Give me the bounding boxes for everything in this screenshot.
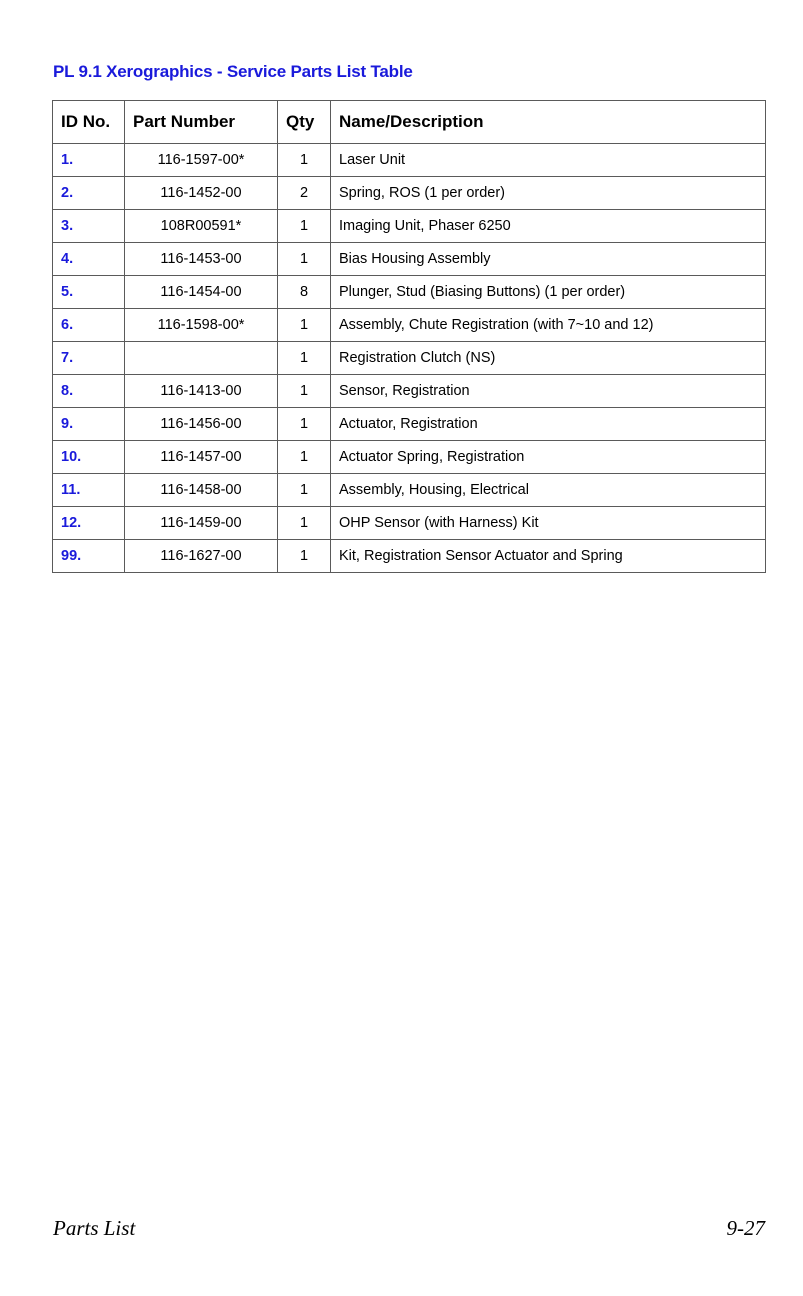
row-part-number: 116-1453-00	[125, 243, 278, 276]
table-row	[53, 540, 766, 573]
row-id: 6.	[53, 309, 125, 342]
row-id: 1.	[53, 144, 125, 177]
row-id: 5.	[53, 276, 125, 309]
row-qty: 8	[278, 276, 331, 309]
row-qty: 2	[278, 177, 331, 210]
row-id: 4.	[53, 243, 125, 276]
row-id: 10.	[53, 441, 125, 474]
row-part-number: 116-1598-00*	[125, 309, 278, 342]
row-part-number: 116-1456-00	[125, 408, 278, 441]
row-qty: 1	[278, 375, 331, 408]
header-id: ID No.	[53, 101, 125, 144]
row-description: Plunger, Stud (Biasing Buttons) (1 per order)	[331, 276, 766, 309]
footer-section: Parts List	[53, 1216, 136, 1240]
header-part-number: Part Number	[125, 101, 278, 144]
row-part-number: 116-1458-00	[125, 474, 278, 507]
row-description: Bias Housing Assembly	[331, 243, 766, 276]
row-id: 2.	[53, 177, 125, 210]
row-description: Laser Unit	[331, 144, 766, 177]
row-part-number	[125, 342, 278, 375]
row-part-number: 116-1597-00*	[125, 144, 278, 177]
row-description: Kit, Registration Sensor Actuator and Spring	[331, 540, 766, 573]
row-description: Registration Clutch (NS)	[331, 342, 766, 375]
row-id: 99.	[53, 540, 125, 573]
table-row	[53, 507, 766, 540]
row-qty: 1	[278, 210, 331, 243]
table-row	[53, 342, 766, 375]
row-part-number: 116-1413-00	[125, 375, 278, 408]
row-id: 11.	[53, 474, 125, 507]
table-row	[53, 408, 766, 441]
row-qty: 1	[278, 474, 331, 507]
header-description: Name/Description	[331, 101, 766, 144]
table-row	[53, 276, 766, 309]
row-qty: 1	[278, 540, 331, 573]
row-part-number: 116-1457-00	[125, 441, 278, 474]
table-header-row	[53, 101, 766, 144]
row-id: 8.	[53, 375, 125, 408]
row-description: Actuator, Registration	[331, 408, 766, 441]
row-qty: 1	[278, 243, 331, 276]
table-row	[53, 210, 766, 243]
table-row	[53, 243, 766, 276]
footer-page-number: 9-27	[726, 1216, 765, 1240]
header-qty: Qty	[278, 101, 331, 144]
table-row	[53, 177, 766, 210]
row-qty: 1	[278, 441, 331, 474]
row-description: Assembly, Housing, Electrical	[331, 474, 766, 507]
table-row	[53, 144, 766, 177]
parts-table	[52, 100, 766, 573]
row-qty: 1	[278, 507, 331, 540]
row-description: Actuator Spring, Registration	[331, 441, 766, 474]
row-part-number: 116-1452-00	[125, 177, 278, 210]
row-part-number: 116-1627-00	[125, 540, 278, 573]
row-id: 7.	[53, 342, 125, 375]
table-row	[53, 441, 766, 474]
row-description: Sensor, Registration	[331, 375, 766, 408]
row-part-number: 108R00591*	[125, 210, 278, 243]
table-body	[53, 144, 766, 573]
row-qty: 1	[278, 342, 331, 375]
row-qty: 1	[278, 408, 331, 441]
row-qty: 1	[278, 144, 331, 177]
table-row	[53, 375, 766, 408]
row-description: Imaging Unit, Phaser 6250	[331, 210, 766, 243]
row-part-number: 116-1454-00	[125, 276, 278, 309]
table-row	[53, 474, 766, 507]
row-description: Assembly, Chute Registration (with 7~10 and 12)	[331, 309, 766, 342]
row-id: 9.	[53, 408, 125, 441]
row-description: Spring, ROS (1 per order)	[331, 177, 766, 210]
row-description: OHP Sensor (with Harness) Kit	[331, 507, 766, 540]
row-qty: 1	[278, 309, 331, 342]
row-id: 12.	[53, 507, 125, 540]
row-part-number: 116-1459-00	[125, 507, 278, 540]
table-row	[53, 309, 766, 342]
row-id: 3.	[53, 210, 125, 243]
page-title: PL 9.1 Xerographics - Service Parts List Table	[53, 62, 413, 81]
